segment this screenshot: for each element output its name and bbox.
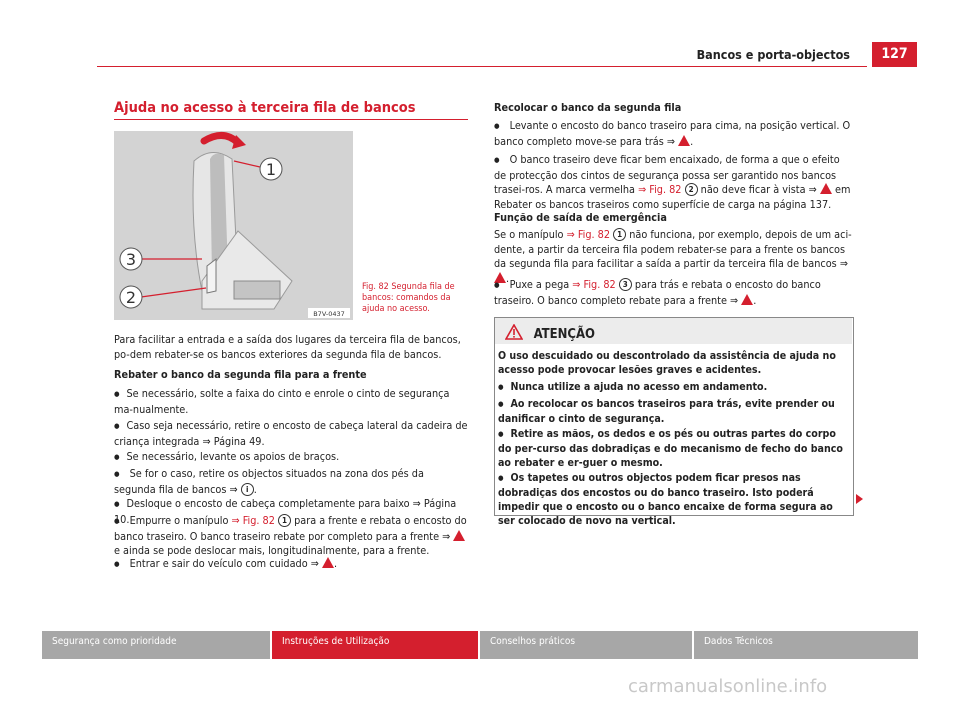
callout-badge-1: 1 — [278, 514, 291, 527]
left-bullet-6 — [114, 514, 468, 559]
intro-paragraph: Para facilitar a entrada e a saída dos lugares da terceira fila de bancos, po-dem rebater-se os bancos exteriores da segunda fila de bancos. — [114, 333, 461, 361]
warning-triangle-icon[interactable] — [453, 530, 465, 541]
warning-item-4: ● Os tapetes ou outros objectos podem ficar presos nas dobradiças dos encostos ou do banco traseiro. Isto poderá impedir que o encosto ou o banco encaixe de forma segura ao ser colocado de novo na vertical. — [498, 471, 848, 528]
left-bullet-6-text-b: para a frente e rebata o encosto do banco traseiro. O banco traseiro rebate por completo para a frente ⇒ — [114, 514, 467, 543]
left-bullet-3: ● Se necessário, levante os apoios de braços. — [114, 450, 468, 466]
section-rule — [114, 119, 468, 120]
left-bullet-2: ● Caso seja necessário, retire o encosto de cabeça lateral da cadeira de criança integrada ⇒ Página 49. — [114, 419, 468, 449]
right-bullet-2-text-b: não deve ficar à vista ⇒ — [700, 183, 817, 196]
warning-title-row — [505, 323, 595, 342]
warning-triangle-icon[interactable] — [820, 183, 832, 194]
footer-tab-technical-data[interactable]: Dados Técnicos — [694, 631, 918, 659]
warning-triangle-icon[interactable] — [741, 294, 753, 305]
callout-1: 1 — [265, 160, 277, 179]
fig-ref-link[interactable]: ⇒ Fig. 82 — [231, 514, 275, 527]
right-bullet-1: ● Levante o encosto do banco traseiro para cima, na posição vertical. O banco completo move-se para trás ⇒ . — [494, 119, 854, 149]
right-bullet-2-text-a: O banco traseiro deve ficar bem encaixado, de forma a que o efeito de protecção dos cintos de segurança possa ser garantido nos bancos trasei-ros. A marca vermelha — [494, 153, 840, 196]
right-subheading-1: Recolocar o banco da segunda fila — [494, 101, 682, 114]
right-bullet-3: ● Puxe a pega ⇒ Fig. 82 3 para trás e rebata o encosto do banco traseiro. O banco completo rebate para a frente ⇒ . — [494, 278, 856, 308]
warning-triangle-icon[interactable] — [678, 135, 690, 146]
warning-item-2: ● Ao recolocar os bancos traseiros para trás, evite prender ou danificar o cinto de segurança. — [498, 397, 848, 426]
seat-illustration — [114, 131, 353, 320]
footer-tab-safety[interactable]: Segurança como prioridade — [42, 631, 270, 659]
right-paragraph-1-text-b: não funciona, por exemplo, depois de um aci-dente, a partir da terceira fila podem rebater-se para a frente os bancos da segunda fila para facilitar a saída a partir da terceira fila de bancos ⇒ — [494, 228, 852, 270]
info-icon[interactable]: i — [241, 483, 254, 496]
seat-figure — [114, 131, 353, 320]
right-bullet-3-text-b: para trás e rebata o encosto do banco traseiro. O banco completo rebate para a frente ⇒ — [494, 278, 821, 307]
right-bullet-3-text-a: Puxe a pega — [509, 278, 570, 291]
left-subheading: Rebater o banco da segunda fila para a frente — [114, 368, 367, 381]
callout-badge-1: 1 — [613, 228, 626, 241]
section-title: Ajuda no acesso à terceira fila de bancos — [114, 100, 416, 116]
continue-arrow-icon — [856, 494, 863, 504]
figure-code: B7V-0437 — [313, 310, 345, 318]
page-number: 127 — [872, 42, 917, 67]
left-bullet-5: ● Desloque o encosto de cabeça completamente para baixo ⇒ Página 10. — [114, 497, 468, 527]
left-bullet-7-text: Entrar e sair do veículo com cuidado ⇒ — [129, 557, 319, 570]
left-bullet-1: ● Se necessário, solte a faixa do cinto e enrole o cinto de segurança ma-nualmente. — [114, 387, 468, 417]
left-bullet-6-text-c: e ainda se pode deslocar mais, longitudinalmente, para a frente. — [114, 544, 430, 557]
warning-triangle-icon — [505, 324, 523, 340]
right-bullet-1-text: Levante o encosto do banco traseiro para cima, na posição vertical. O banco completo move-se para trás ⇒ — [494, 119, 851, 148]
right-bullet-2-text-c: em Rebater os bancos traseiros como superfície de carga na página 137. — [494, 183, 851, 211]
right-bullet-2 — [494, 153, 854, 212]
header-rule — [97, 66, 867, 67]
page-header-title: Bancos e porta-objectos — [696, 47, 850, 62]
footer-tab-instructions[interactable]: Instruções de Utilização — [272, 631, 478, 659]
fig-ref-link[interactable]: ⇒ Fig. 82 — [566, 228, 611, 241]
callout-badge-3: 3 — [619, 278, 632, 291]
warning-triangle-icon[interactable] — [322, 557, 334, 568]
left-bullet-6-text-a: Empurre o manípulo — [129, 514, 229, 527]
warning-item-3: ● Retire as mãos, os dedos e os pés ou outras partes do corpo do per-curso das dobradiças e do mecanismo de fecho do banco ao rebater e er-guer o mesmo. — [498, 427, 848, 470]
right-paragraph-1-text-a: Se o manípulo — [494, 228, 564, 241]
figure-caption: Fig. 82 Segunda fila de bancos: comandos da ajuda no acesso. — [362, 282, 455, 314]
left-bullet-7: ● Entrar e sair do veículo com cuidado ⇒ . — [114, 557, 468, 573]
right-subheading-2: Função de saída de emergência — [494, 211, 667, 224]
warning-lead: O uso descuidado ou descontrolado da assistência de ajuda no acesso pode provocar lesões graves e acidentes. — [498, 350, 836, 376]
callout-2: 2 — [125, 288, 137, 307]
warning-title: ATENÇÃO — [533, 327, 595, 342]
left-bullet-4: ● Se for o caso, retire os objectos situados na zona dos pés da segunda fila de bancos ⇒ i . — [114, 467, 468, 497]
right-paragraph-1: Se o manípulo ⇒ Fig. 82 1 não funciona, por exemplo, depois de um aci-dente, a partir da terceira fila podem rebater-se para a frente os bancos da segunda fila para facilitar a saída a partir da terceira fila de bancos ⇒ . — [494, 228, 852, 285]
left-bullet-4-text: Se for o caso, retire os objectos situados na zona dos pés da segunda fila de bancos ⇒ — [114, 467, 424, 496]
fig-ref-link[interactable]: ⇒ Fig. 82 — [572, 278, 616, 291]
callout-badge-2: 2 — [685, 183, 698, 196]
fig-ref-link[interactable]: ⇒ Fig. 82 — [638, 183, 682, 196]
callout-3: 3 — [125, 250, 137, 269]
footer-tab-practical-tips[interactable]: Conselhos práticos — [480, 631, 692, 659]
warning-item-1: ● Nunca utilize a ajuda no acesso em andamento. — [498, 380, 848, 395]
watermark: carmanualsonline.info — [628, 676, 828, 697]
